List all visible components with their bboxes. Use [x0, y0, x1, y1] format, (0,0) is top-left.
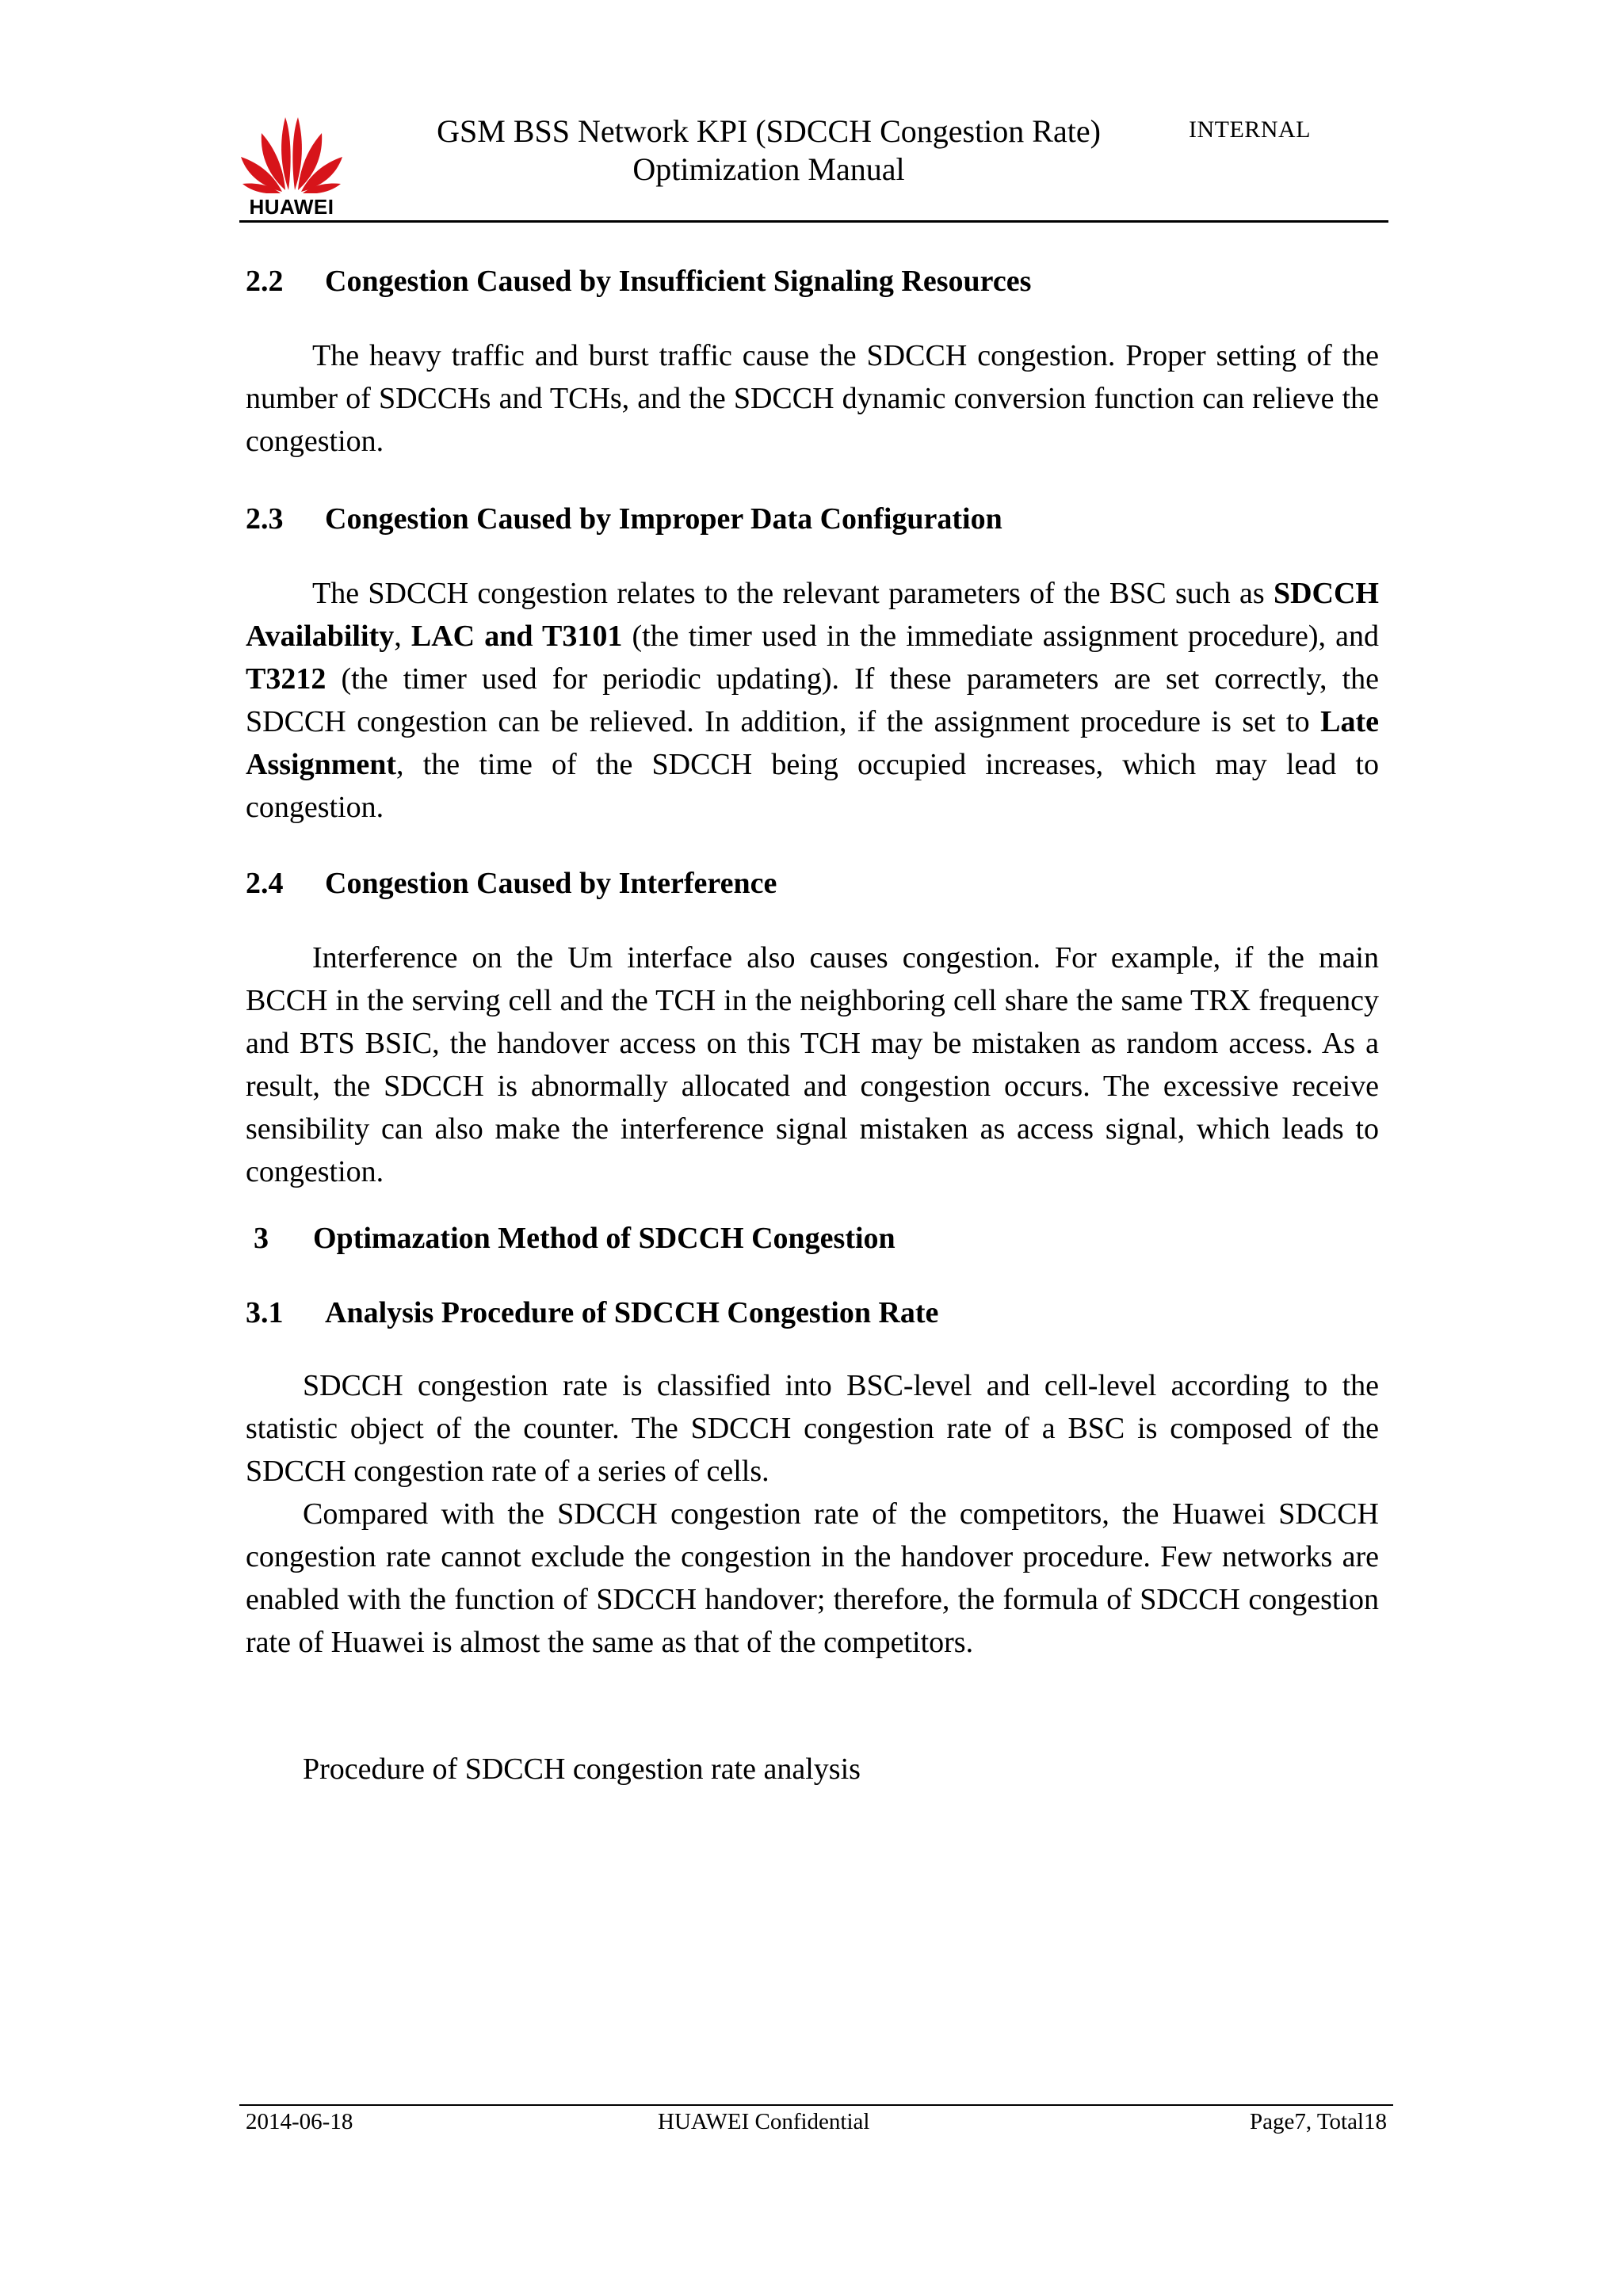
section-title: Congestion Caused by Insufficient Signaling Resources: [325, 265, 1032, 298]
section-number: 2.2: [246, 265, 284, 298]
document-title: [349, 113, 1189, 189]
text-run: The SDCCH congestion relates to the relevant parameters of the BSC such as: [312, 577, 1274, 610]
section-2-3-paragraph: [246, 572, 1379, 829]
text-run: , the time of the SDCCH being occupied increases, which may lead to congestion.: [246, 748, 1379, 824]
header-divider: [239, 220, 1388, 223]
document-title-line-1: GSM BSS Network KPI (SDCCH Congestion Rate): [437, 113, 1101, 149]
section-3-1-paragraph-1: SDCCH congestion rate is classified into BSC-level and cell-level according to the statistic object of the counter. The SDCCH congestion rate of a BSC is composed of the SDCCH congestion rate of a series of cells.: [246, 1369, 1379, 1488]
footer-divider: [239, 2104, 1393, 2106]
footer-page-number: Page7, Total18: [1249, 2109, 1387, 2134]
huawei-petals-icon: [239, 111, 344, 193]
document-title-line-2: Optimization Manual: [632, 151, 905, 187]
section-2-2-paragraph: The heavy traffic and burst traffic cause the SDCCH congestion. Proper setting of the number of SDCCHs and TCHs, and the SDCCH dynamic conversion function can relieve the congestion.: [246, 339, 1379, 458]
section-number: 2.4: [246, 867, 284, 900]
logo-wordmark: HUAWEI: [249, 195, 334, 219]
text-run: ,: [394, 620, 411, 653]
footer-date: 2014-06-18: [246, 2109, 353, 2134]
bold-term-lac-t3101: LAC and T3101: [411, 620, 623, 653]
bold-term-t3212: T3212: [246, 662, 327, 696]
section-heading-2-2: [246, 261, 1031, 301]
bold-term-sdcch-availability: SDCCH Availability: [246, 577, 1379, 653]
section-title: Congestion Caused by Improper Data Configuration: [325, 502, 1002, 536]
chapter-title: Optimazation Method of SDCCH Congestion: [313, 1222, 896, 1255]
text-run: (the timer used for periodic updating). If these parameters are set correctly, the SDCCH congestion can be relieved. In addition, if the assignment procedure is set to: [246, 662, 1379, 738]
section-title: Congestion Caused by Interference: [325, 867, 777, 900]
chapter-heading-3: [246, 1219, 896, 1258]
section-heading-2-4: [246, 864, 777, 903]
section-title: Analysis Procedure of SDCCH Congestion Rate: [325, 1296, 939, 1329]
section-heading-3-1: [246, 1293, 938, 1333]
chapter-number: 3: [254, 1222, 269, 1255]
classification-label: INTERNAL: [1189, 116, 1311, 143]
section-3-1-paragraph-2: Compared with the SDCCH congestion rate of the competitors, the Huawei SDCCH congestion rate cannot exclude the congestion in the handover procedure. Few networks are enabled with the function of SDCCH handover; therefore, the formula of SDCCH congestion rate of Huawei is almost the same as that of the competitors.: [246, 1497, 1379, 1659]
section-3-1-paragraph-3: Procedure of SDCCH congestion rate analysis: [303, 1753, 861, 1786]
huawei-logo: [239, 111, 344, 220]
footer-confidential-label: HUAWEI Confidential: [658, 2109, 870, 2134]
section-2-4-paragraph: Interference on the Um interface also causes congestion. For example, if the main BCCH in the serving cell and the TCH in the neighboring cell share the same TRX frequency and BTS BSIC, the handover access on this TCH may be mistaken as random access. As a result, the SDCCH is abnormally allocated and congestion occurs. The excessive receive sensibility can also make the interference signal mistaken as access signal, which leads to congestion.: [246, 941, 1379, 1188]
section-number: 3.1: [246, 1296, 284, 1329]
section-number: 2.3: [246, 502, 284, 536]
bold-term-late-assignment: Late Assignment: [246, 705, 1379, 781]
text-run: (the timer used in the immediate assignment procedure), and: [622, 620, 1380, 653]
section-heading-2-3: [246, 499, 1002, 539]
